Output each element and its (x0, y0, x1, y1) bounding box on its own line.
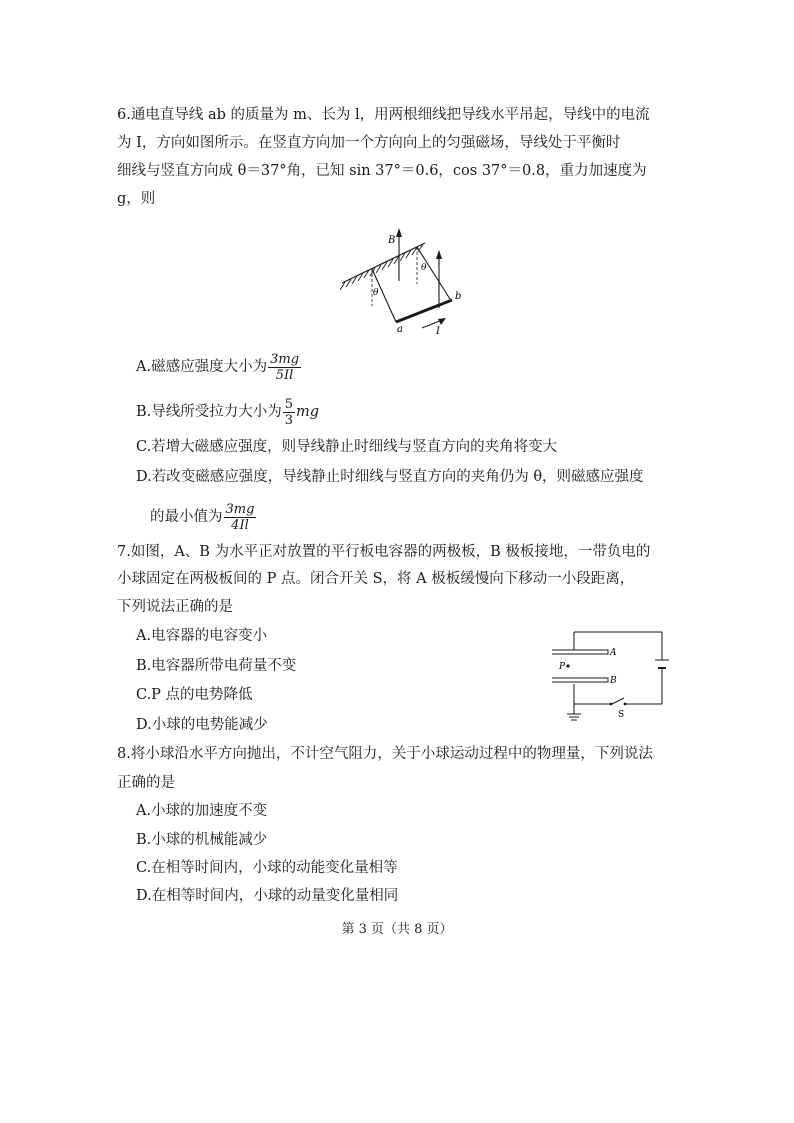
q6-option-a (136, 350, 302, 384)
fraction-denominator: 4Il (231, 517, 249, 533)
q7-option-b: B.电容器所带电荷量不变 (136, 658, 297, 674)
q8-line-2: 正确的是 (117, 775, 175, 791)
theta-label-left: θ (373, 288, 379, 298)
theta-label-right: θ (421, 263, 427, 273)
q7-line-3: 下列说法正确的是 (117, 599, 233, 615)
q6-option-d: D.若改变磁感应强度，导线静止时细线与竖直方向的夹角仍为 θ，则磁感应强度 (136, 469, 644, 485)
q6-line-3: 细线与竖直方向成 θ＝37°角，已知 sin 37°＝0.6，cos 37°＝0.8，重力加速度为 (117, 163, 647, 179)
fraction-numerator: 3mg (225, 501, 255, 517)
fraction (268, 352, 301, 383)
q8-line-1: 8.将小球沿水平方向抛出，不计空气阻力，关于小球运动过程中的物理量，下列说法 (117, 746, 653, 762)
q6-option-b (136, 395, 319, 429)
q6-option-d-text: 的最小值为 (150, 509, 223, 525)
q7-option-a: A.电容器的电容变小 (136, 628, 268, 644)
page-number-footer: 第 3 页（共 8 页） (341, 922, 453, 937)
q7-option-c: C.P 点的电势降低 (136, 687, 253, 703)
q6-option-b-text: B.导线所受拉力大小为 (136, 404, 282, 420)
q6-wire-figure (340, 226, 490, 338)
fraction (224, 502, 257, 533)
point-label-b: b (455, 291, 462, 302)
q6-option-b-suffix: mg (296, 404, 320, 420)
q8-option-a: A.小球的加速度不变 (136, 803, 268, 819)
plate-label-b: B (610, 676, 617, 686)
fraction-numerator: 3mg (270, 351, 300, 367)
point-label-p: P (559, 662, 566, 672)
q8-option-b: B.小球的机械能减少 (136, 832, 268, 848)
switch-label-s: S (618, 710, 625, 720)
field-label-b: B (388, 235, 396, 246)
q6-line-4: g，则 (117, 191, 156, 207)
q6-line-1: 6.通电直导线 ab 的质量为 m、长为 l，用两根细线把导线水平吊起，导线中的电流 (117, 107, 650, 123)
current-label: I (436, 326, 440, 337)
q8-option-d: D.在相等时间内，小球的动量变化量相同 (136, 888, 399, 904)
q7-line-2: 小球固定在两极板间的 P 点。闭合开关 S，将 A 极板缓慢向下移动一小段距离， (117, 571, 635, 587)
q6-option-d-cont (150, 500, 257, 534)
q6-line-2: 为 I，方向如图所示。在竖直方向加一个方向向上的匀强磁场，导线处于平衡时 (117, 135, 621, 151)
q6-option-c: C.若增大磁感应强度，则导线静止时细线与竖直方向的夹角将变大 (136, 439, 558, 455)
q7-capacitor-circuit (552, 628, 676, 724)
q7-line-1: 7.如图，A、B 为水平正对放置的平行板电容器的两极板，B 极板接地，一带负电的 (117, 544, 651, 560)
q6-option-a-text: A.磁感应强度大小为 (136, 359, 268, 375)
fraction-denominator: 5Il (275, 367, 294, 383)
fraction-numerator: 5 (284, 396, 294, 412)
point-label-a: a (397, 324, 403, 335)
plate-label-a: A (610, 648, 617, 658)
fraction-denominator: 3 (284, 412, 294, 428)
fraction (283, 397, 295, 428)
q8-option-c: C.在相等时间内，小球的动能变化量相等 (136, 860, 398, 876)
q7-option-d: D.小球的电势能减少 (136, 717, 268, 733)
